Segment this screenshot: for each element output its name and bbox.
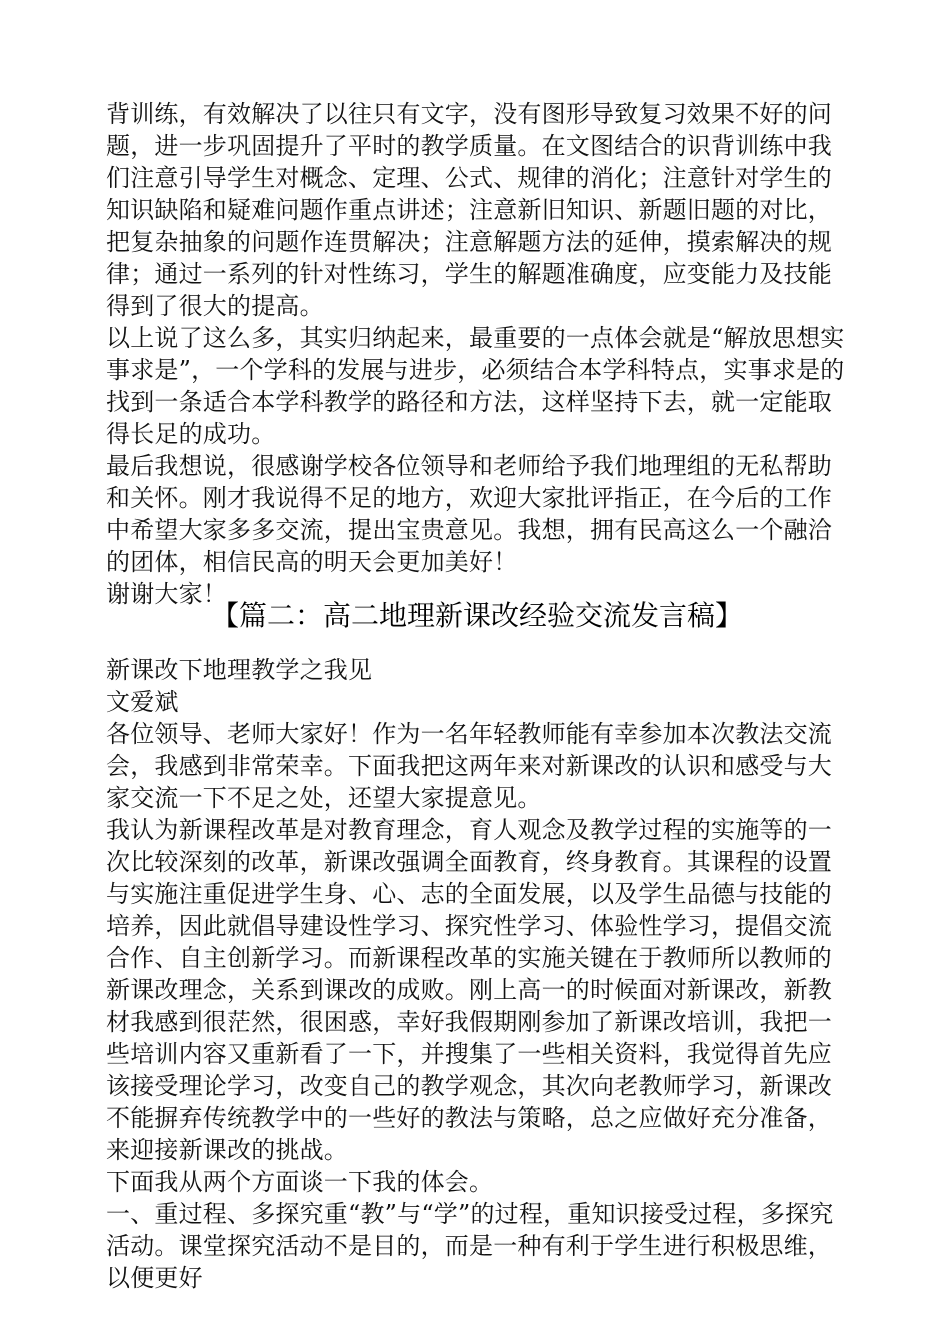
paragraph-closing-thanks: 谢谢大家！ — [106, 580, 227, 608]
article-title: 新课改下地理教学之我见 — [106, 656, 373, 684]
section-two-text — [106, 654, 848, 1294]
continued-section-text — [106, 98, 848, 610]
paragraph-reform-view: 我认为新课程改革是对教育理念，育人观念及教学过程的实施等的一次比较深刻的改革，新课改强调全面教育，终身教育。其课程的设置与实施注重促进学生身、心、志的全面发展，以及学生品德与技能的培养，因此就倡导建设性学习、探究性学习、体验性学习，提倡交流合作、自主创新学习。而新课程改革的实施关键在于教师所以教师的新课改理念，关系到课改的成败。刚上高一的时候面对新课改，新教材我感到很茫然，很困惑，幸好我假期刚参加了新课改培训，我把一些培训内容又重新看了一下，并搜集了一些相关资料，我觉得首先应该接受理论学习，改变自己的教学观念，其次向老教师学习，新课改不能摒弃传统教学中的一些好的教法与策略，总之应做好充分准备，来迎接新课改的挑战。 — [106, 816, 832, 1164]
paragraph-point-one: 一、重过程、多探究重“教”与“学”的过程，重知识接受过程，多探究活动。课堂探究活动不是目的，而是一种有利于学生进行积极思维，以便更好 — [106, 1200, 834, 1292]
paragraph-greeting: 各位领导、老师大家好！作为一名年轻教师能有幸参加本次教法交流会，我感到非常荣幸。下面我把这两年来对新课改的认识和感受与大家交流一下不足之处，还望大家提意见。 — [106, 720, 832, 812]
paragraph-key-insight: 以上说了这么多，其实归纳起来，最重要的一点体会就是“解放思想实事求是”，一个学科的发展与进步，必须结合本学科特点，实事求是的找到一条适合本学科教学的路径和方法，这样坚持下去，就一定能取得长足的成功。 — [106, 324, 845, 448]
paragraph-two-aspects: 下面我从两个方面谈一下我的体会。 — [106, 1168, 494, 1196]
paragraph-thanks-leaders: 最后我想说，很感谢学校各位领导和老师给予我们地理组的无私帮助和关怀。刚才我说得不足的地方，欢迎大家批评指正，在今后的工作中希望大家多多交流，提出宝贵意见。我想，拥有民高这么一个融洽的团体，相信民高的明天会更加美好！ — [106, 452, 832, 576]
paragraph-review-training: 背训练，有效解决了以往只有文字，没有图形导致复习效果不好的问题，进一步巩固提升了平时的教学质量。在文图结合的识背训练中我们注意引导学生对概念、定理、公式、规律的消化；注意针对学生的知识缺陷和疑难问题作重点讲述；注意新旧知识、新题旧题的对比，把复杂抽象的问题作连贯解决；注意解题方法的延伸，摸索解决的规律；通过一系列的针对性练习，学生的解题准确度，应变能力及技能得到了很大的提高。 — [106, 100, 832, 320]
section-heading: 【篇二：高二地理新课改经验交流发言稿】 — [210, 599, 743, 632]
author-name: 文爱斌 — [106, 688, 179, 716]
